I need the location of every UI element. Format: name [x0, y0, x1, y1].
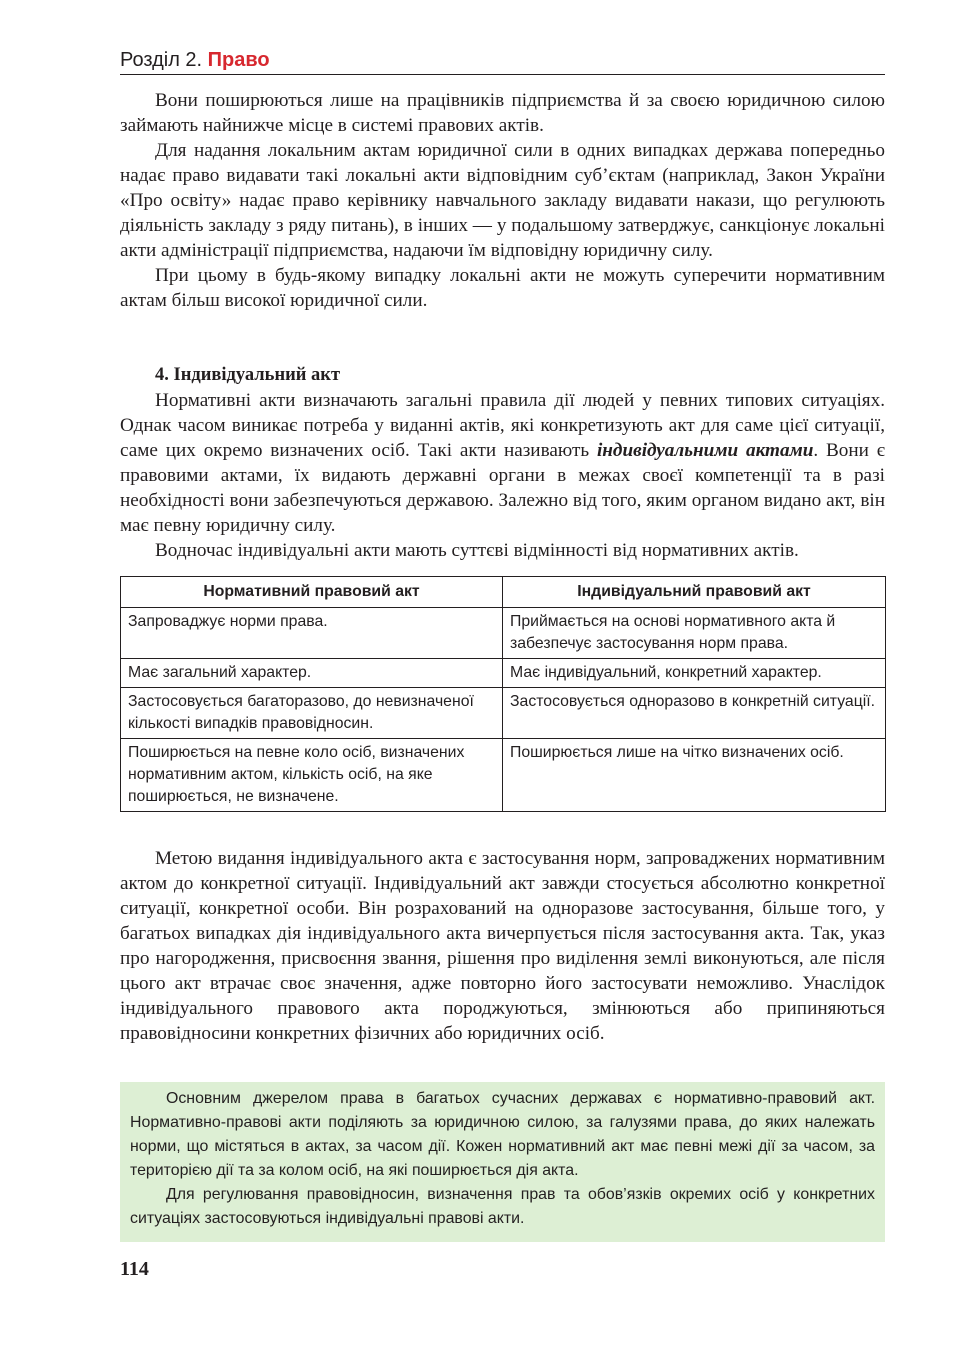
- table-row: [121, 659, 886, 688]
- comparison-table: [120, 576, 886, 812]
- table-cell: Запроваджує норми права.: [121, 608, 503, 659]
- summary-paragraph: Основним джерелом права в багатьох сучасних державах є нормативно-правовий акт. Нормативно-правові акти поділяють за юридичною силою, за галузями права, до яких належать норми, що містяться в актах, за часом дії. Кожен нормативний акт має певні межі дії за часом, за територією дії та за колом осіб, на які поширюється дія акта.: [130, 1090, 875, 1179]
- column-header-individual: Індивідуальний правовий акт: [503, 577, 886, 608]
- table-row: [121, 608, 886, 659]
- table-row: [121, 688, 886, 739]
- table-cell: Приймається на основі нормативного акта й забезпечує застосування норм права.: [503, 608, 886, 659]
- paragraph: Метою видання індивідуального акта є застосування норм, запроваджених нормативним актом до конкретної ситуації. Індивідуальний акт завжди стосується абсолютно конкретної ситуації, конкретної особи. Він розрахований на одноразове застосування, більше того, у багатьох випадках дія індивідуального акта вичерпується після застосування акта. Так, указ про нагородження, присвоєння звання, рішення про виділення землі виконуються, але після цього акт втрачає своє значення, адже повторно його застосувати неможливо. Унаслідок індивідуального правового акта породжуються, змінюються або припиняються правовідносини конкретних фізичних або юридичних осіб.: [120, 848, 885, 1044]
- chapter-label: Розділ 2.: [120, 49, 203, 71]
- paragraph: Для надання локальним актам юридичної сили в одних випадках держава попередньо надає право видавати такі локальні акти відповідним суб’єктам (наприклад, Закон України «Про освіту» надає право керівнику навчального закладу видавати накази, що регулюють діяльність закладу з ряду питань), в інших — у подальшому затверджує, санкціонує локальні акти адміністрації підприємства, надаючи їм відповідну юридичну силу.: [120, 140, 885, 261]
- page-header: [120, 44, 885, 75]
- page-number: 114: [120, 1258, 149, 1280]
- column-header-normative: Нормативний правовий акт: [121, 577, 503, 608]
- paragraph: Водночас індивідуальні акти мають суттєві відмінності від нормативних актів.: [155, 540, 799, 561]
- paragraph: При цьому в будь-якому випадку локальні акти не можуть суперечити нормативним актам більш високої юридичної сили.: [120, 265, 885, 311]
- post-table-text: [120, 846, 885, 1046]
- intro-text: [120, 88, 885, 313]
- key-term: індивідуальними актами: [596, 440, 814, 461]
- table-cell: Має індивідуальний, конкретний характер.: [503, 659, 886, 688]
- table-cell: Поширюється на певне коло осіб, визначених нормативним актом, кількість осіб, на яке поширюється, не визначене.: [121, 739, 503, 812]
- chapter-title: Право: [207, 49, 270, 71]
- table-cell: Має загальний характер.: [121, 659, 503, 688]
- summary-paragraph: Для регулювання правовідносин, визначення прав та обов’язків окремих осіб у конкретних ситуаціях застосовуються індивідуальні правові акти.: [130, 1186, 875, 1227]
- section-text: [120, 388, 885, 563]
- table-cell: Застосовується одноразово в конкретній ситуації.: [503, 688, 886, 739]
- paragraph: [120, 388, 885, 538]
- text-run: Нормативні акти визначають загальні правила дії людей у певних типових ситуаціях. Однак часом виникає потреба у виданні актів, які конкретизують акт для саме цієї ситуації, саме цих окремо визначених осіб. Такі акти називають: [120, 390, 885, 461]
- table-cell: Поширюється лише на чітко визначених осіб.: [503, 739, 886, 812]
- paragraph: Вони поширюються лише на працівників підприємства й за своєю юридичною силою займають найнижче місце в системі правових актів.: [120, 90, 885, 136]
- running-head: [120, 48, 270, 72]
- text-run: . Вони є правовими актами, їх видають державні органи в межах своєї компетенції та в разі необхідності вони забезпечуються державою. Залежно від того, яким органом видано акт, він має певну юридичну силу.: [120, 440, 886, 536]
- table-row: [121, 739, 886, 812]
- table-cell: Застосовується багаторазово, до невизначеної кількості випадків правовідносин.: [121, 688, 503, 739]
- summary-box: [120, 1082, 885, 1242]
- section-heading: 4. Індивідуальний акт: [155, 365, 341, 385]
- table-header-row: [121, 577, 886, 608]
